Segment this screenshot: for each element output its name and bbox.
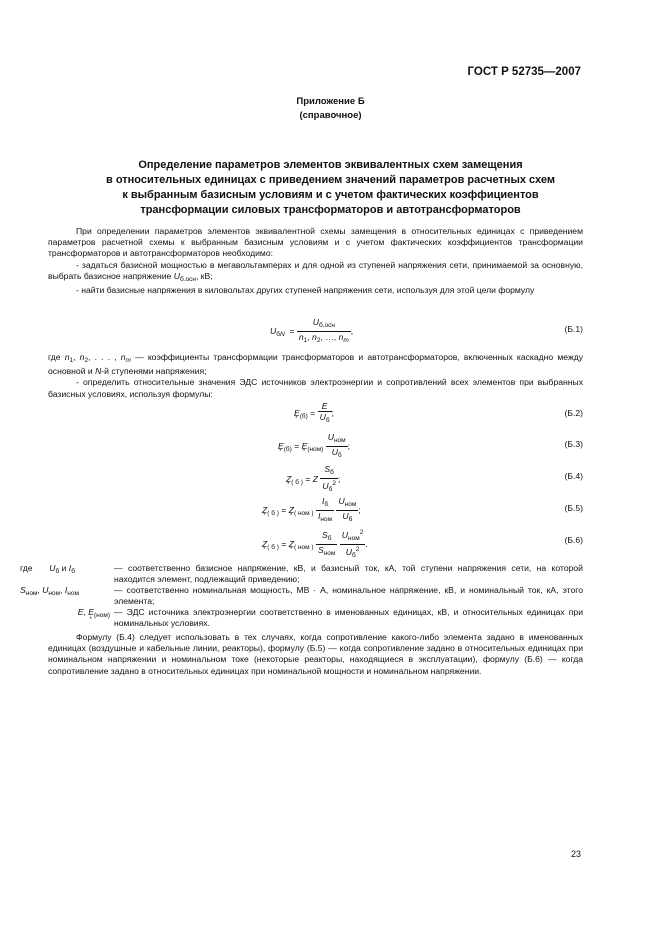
formula-number: (Б.6) (564, 535, 583, 545)
paragraph-step2: - найти базисные напряжения в киловольтах других ступеней напряжения сети, используя для этой цели формулу (76, 285, 535, 296)
section-title (60, 158, 601, 218)
definition-row: E, E $*_{(ном)}$ — ЭДС источника электроэнергии соответственно в именованных единицах, кВ, и относительных единицах при номинальных условиях. (20, 607, 583, 629)
paragraph-usage: Формулу (Б.4) следует использовать в тех случаях, когда сопротивление какого-либо элемента задано в именованных единицах (воздушные и кабельные линии, реакторы), формулу (Б.5) — когда сопротивление задано в относительных единицах при номинальном напряжении и номинальном токе (некоторые реакторы, находящиеся в эксплуатации), формулу (Б.6) — когда сопротивление задано в относительных единицах при номинальной мощности и номинальном напряжении. (48, 632, 583, 676)
standard-number: ГОСТ Р 52735—2007 (467, 66, 581, 78)
definition-row: $S_{ном}$, $U_{ном}$, $I_{ном}$ — соответственно номинальная мощность, МВ · А, номинальное напряжение, кВ, и номинальный ток, кА, этого элемента; (20, 585, 583, 606)
where-n-definition: где $n_1$, $n_2$, . . . , $n_m$ — коэффициенты трансформации трансформаторов и автотрансформаторов, включенных каскадно между основной и N-й ступенями напряжения; (48, 352, 583, 377)
paragraph-step1: - задаться базисной мощностью в мегавольтамперах и для одной из ступеней напряжения сети, принимаемой за основную, выбрать базисное напряжение $U_{б.осн}$, кВ; (48, 259, 583, 283)
where-block-1 (48, 352, 583, 400)
formula-number: (Б.2) (564, 408, 583, 418)
appendix-label: Приложение Б (296, 96, 365, 107)
title-line: трансформации силовых трансформаторов и автотрансформаторов (140, 204, 521, 216)
paragraph-step3: - определить относительные значения ЭДС источников электроэнергии и сопротивлений всех элементов при выбранных базисных условиях, используя формулы: (48, 377, 583, 399)
where-block-2 (20, 563, 583, 629)
formula-b4: Z $*_{( б )} = Z$ $\frac{S_б}{U_б^2}$ ; (Б.4) (48, 464, 583, 490)
formula-b1: $U_{бN}$ = $\frac{U_{б.осн}}{n_1, n_2, \dots, n_m}$ , (Б.1) (270, 317, 583, 344)
page-number: 23 (570, 849, 581, 859)
formula-number: (Б.1) (564, 324, 583, 334)
formula-b6: Z $*_{( б )} = Z$ $*_{( ном )}$ $\frac{S_б}{S_{ном}}$ $\frac{U_{ном}^2}{U_б^2}$ . (Б.6) (48, 528, 583, 554)
formula-number: (Б.3) (564, 439, 583, 449)
title-line: в относительных единицах с приведением значений параметров расчетных схем (106, 174, 555, 186)
formula-b5: Z $*_{( б )} = Z$ $*_{( ном )}$ $\frac{I_б}{I_{ном}}$ $\frac{U_{ном}}{U_б}$ ; (Б.5) (48, 496, 583, 522)
formula-b2: E $*_{(б)}$ = $\frac{E}{U_б}$ ; (Б.2) (48, 401, 583, 427)
formula-number: (Б.5) (564, 503, 583, 513)
title-line: Определение параметров элементов эквивалентных схем замещения (138, 159, 523, 171)
definition-row: где $U_б$ и $I_б$ — соответственно базисное напряжение, кВ, и базисный ток, кА, той ступени напряжения сети, на которой находится элемент, подлежащий приведению; (20, 563, 583, 584)
intro-paragraphs (48, 226, 583, 296)
formula-b3: E $*_{(б)} = E$ $*_{(ном)}$ $\frac{U_{ном}}{U_б}$ ; (Б.3) (48, 432, 583, 458)
formula-number: (Б.4) (564, 471, 583, 481)
appendix-heading (0, 95, 661, 123)
title-line: к выбранным базисным условиям и с учетом фактических коэффициентов (122, 189, 539, 201)
closing-paragraph-block (48, 632, 583, 677)
appendix-type: (справочное) (299, 110, 362, 121)
paragraph-intro: При определении параметров элементов эквивалентной схемы замещения в относительных единицах с приведением параметров расчетной схемы к выбранным базисным условиям и с учетом фактических коэффициентов трансформации трансформаторов и автотрансформаторов необходимо: (48, 226, 583, 259)
